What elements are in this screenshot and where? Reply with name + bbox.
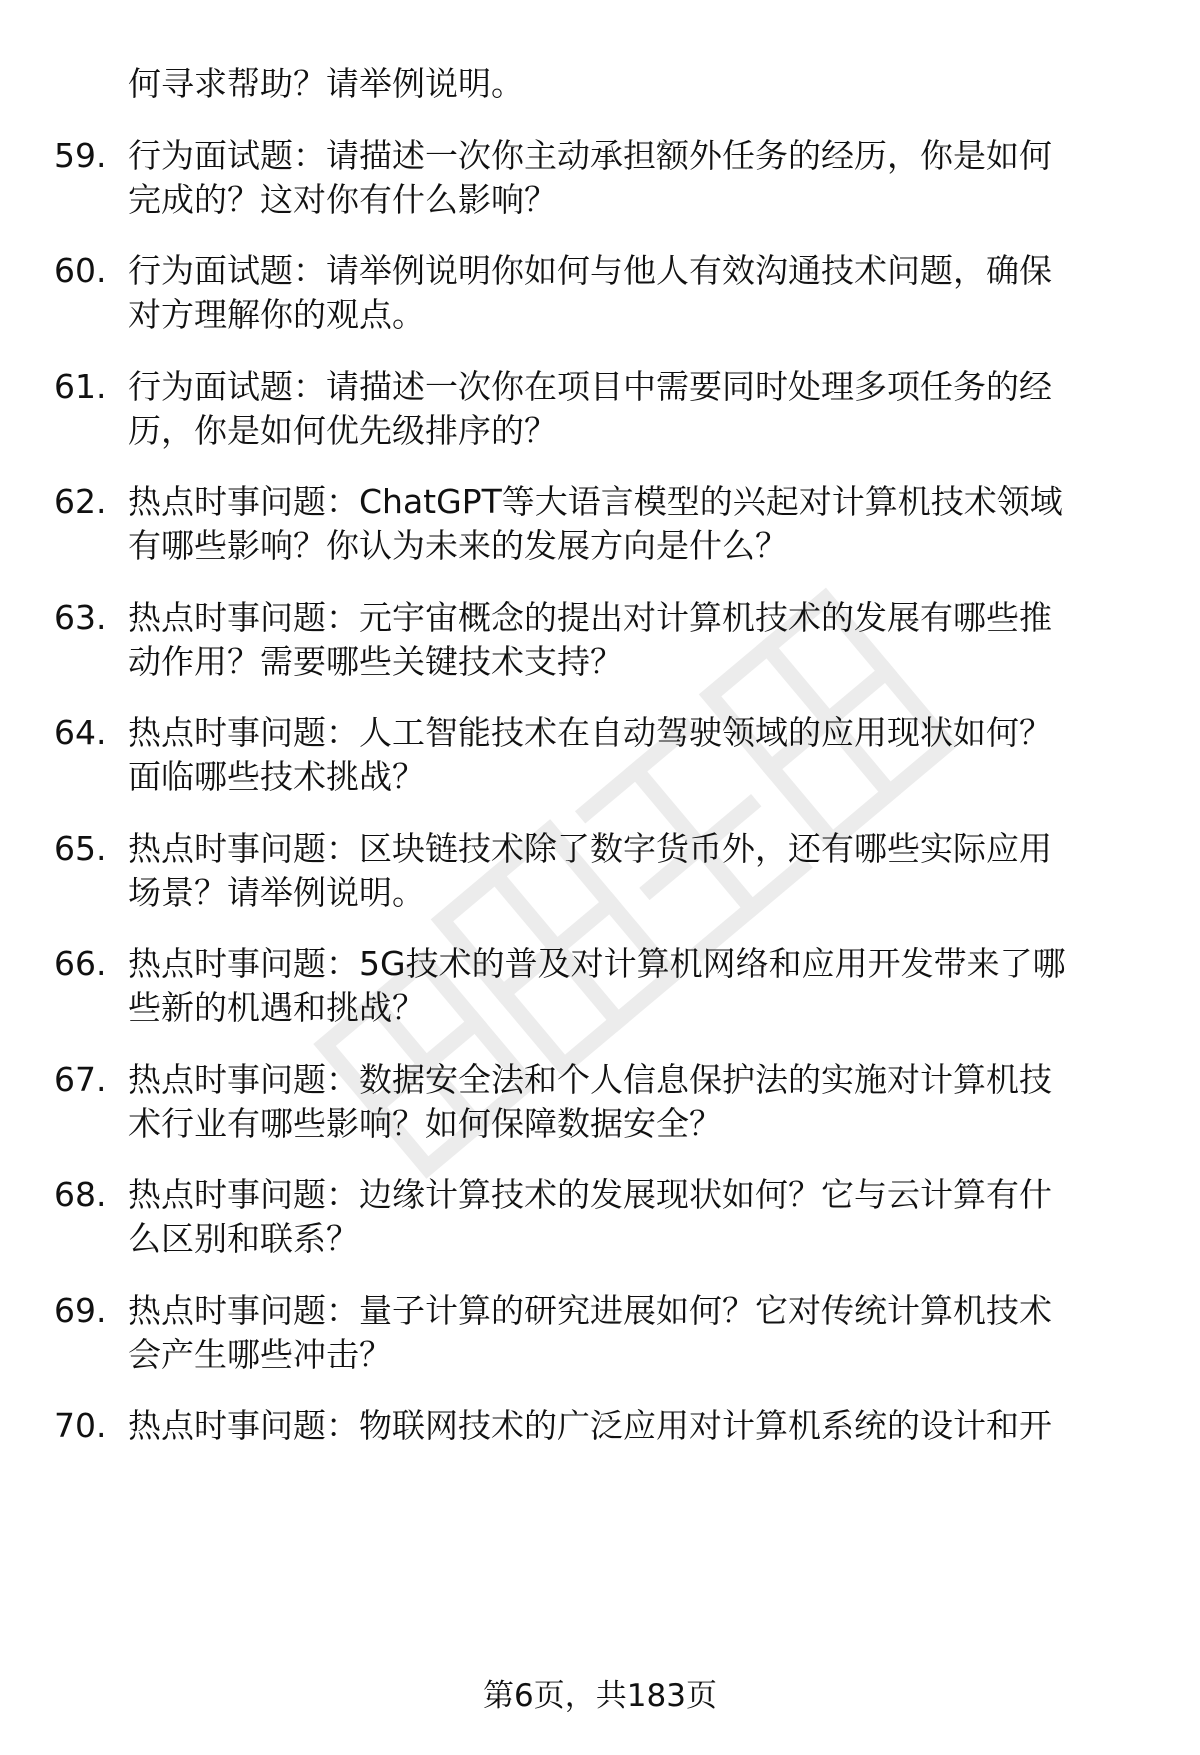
question-text-line: 热点时事问题：边缘计算技术的发展现状如何？它与云计算有什 xyxy=(128,1175,1052,1214)
question-number: 70. xyxy=(54,1406,107,1445)
question-text-line: 面临哪些技术挑战？ xyxy=(128,757,425,796)
question-number: 63. xyxy=(54,598,107,637)
question-number: 59. xyxy=(54,136,107,175)
question-text-line: 会产生哪些冲击？ xyxy=(128,1335,392,1374)
question-number: 68. xyxy=(54,1175,107,1214)
question-text-line: 完成的？这对你有什么影响？ xyxy=(128,180,557,219)
question-text-line: 么区别和联系？ xyxy=(128,1219,359,1258)
question-text-line: 行为面试题：请举例说明你如何与他人有效沟通技术问题，确保 xyxy=(128,251,1052,290)
question-number: 64. xyxy=(54,713,107,752)
question-text-line: 热点时事问题：人工智能技术在自动驾驶领域的应用现状如何？ xyxy=(128,713,1052,752)
question-number: 61. xyxy=(54,367,107,406)
question-text-line: 热点时事问题：元宇宙概念的提出对计算机技术的发展有哪些推 xyxy=(128,598,1052,637)
question-number: 60. xyxy=(54,251,107,290)
question-number: 69. xyxy=(54,1291,107,1330)
question-text-line: 历，你是如何优先级排序的？ xyxy=(128,411,557,450)
question-text-line: 热点时事问题：ChatGPT等大语言模型的兴起对计算机技术领域 xyxy=(128,482,1063,521)
question-text-line: 些新的机遇和挑战？ xyxy=(128,988,425,1027)
question-text-line: 场景？请举例说明。 xyxy=(128,873,425,912)
question-text-line: 热点时事问题：数据安全法和个人信息保护法的实施对计算机技 xyxy=(128,1060,1052,1099)
question-text-line: 术行业有哪些影响？如何保障数据安全？ xyxy=(128,1104,722,1143)
question-text-line: 行为面试题：请描述一次你在项目中需要同时处理多项任务的经 xyxy=(128,367,1052,406)
question-text-line: 热点时事问题：物联网技术的广泛应用对计算机系统的设计和开 xyxy=(128,1406,1052,1445)
question-text-line: 动作用？需要哪些关键技术支持？ xyxy=(128,642,623,681)
question-number: 67. xyxy=(54,1060,107,1099)
question-text-line: 热点时事问题：5G技术的普及对计算机网络和应用开发带来了哪 xyxy=(128,944,1066,983)
question-number: 66. xyxy=(54,944,107,983)
question-number: 65. xyxy=(54,829,107,868)
continued-question-text: 何寻求帮助？请举例说明。 xyxy=(128,64,524,103)
page-footer: 第6页，共183页 xyxy=(483,1678,717,1714)
question-number: 62. xyxy=(54,482,107,521)
question-text-line: 有哪些影响？你认为未来的发展方向是什么？ xyxy=(128,526,788,565)
question-text-line: 热点时事问题：量子计算的研究进展如何？它对传统计算机技术 xyxy=(128,1291,1052,1330)
question-text-line: 对方理解你的观点。 xyxy=(128,295,425,334)
question-text-line: 行为面试题：请描述一次你主动承担额外任务的经历，你是如何 xyxy=(128,136,1052,175)
question-text-line: 热点时事问题：区块链技术除了数字货币外，还有哪些实际应用 xyxy=(128,829,1052,868)
